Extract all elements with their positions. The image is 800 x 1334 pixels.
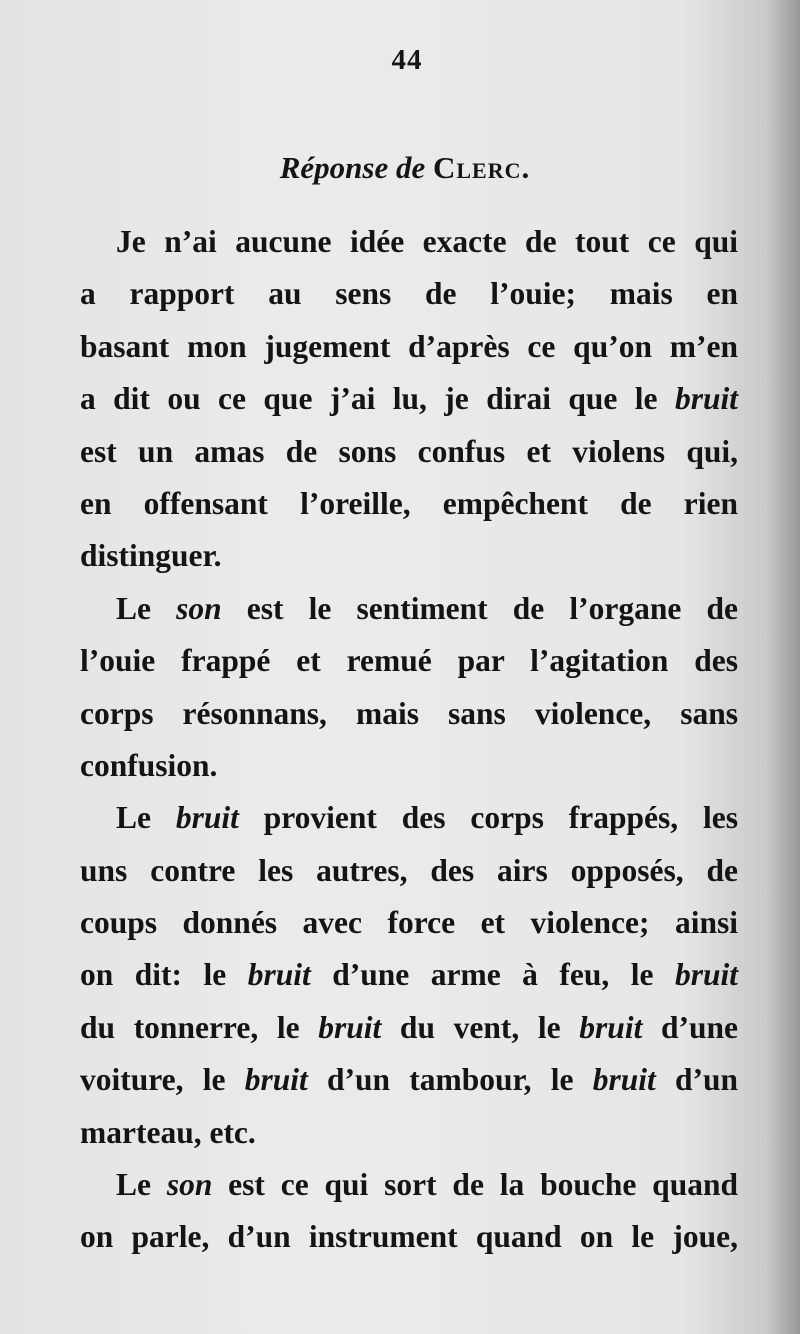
text-run: d’un bbox=[655, 1062, 739, 1098]
text-run: Le bbox=[116, 800, 176, 836]
text-line bbox=[80, 845, 738, 897]
text-line bbox=[80, 1107, 738, 1159]
text-line bbox=[80, 583, 738, 635]
text-run: voiture, le bbox=[80, 1062, 245, 1098]
text-line bbox=[80, 740, 738, 792]
italic-word: bruit bbox=[674, 381, 738, 417]
paragraph bbox=[80, 1159, 738, 1264]
text-run: coups donnés avec force et violence; ainsi bbox=[80, 905, 738, 941]
text-line bbox=[80, 268, 738, 320]
text-run: d’une bbox=[642, 1009, 739, 1045]
text-run: en offensant l’oreille, empêchent de rien bbox=[80, 485, 738, 521]
paragraph bbox=[80, 216, 738, 583]
page-gutter-shadow bbox=[766, 0, 800, 1334]
text-run: est ce qui sort de la bouche quand bbox=[212, 1167, 738, 1203]
text-run: est un amas de sons confus et violens qui, bbox=[80, 433, 738, 469]
body-text bbox=[80, 216, 738, 1264]
text-line bbox=[80, 216, 738, 268]
italic-word: bruit bbox=[175, 800, 239, 836]
text-run: d’un tambour, le bbox=[307, 1062, 593, 1098]
text-run: Le bbox=[116, 1167, 167, 1203]
text-line bbox=[80, 1054, 738, 1106]
text-run: on parle, d’un instrument quand on le joue, bbox=[80, 1219, 738, 1255]
italic-word: bruit bbox=[674, 957, 738, 993]
paragraph bbox=[80, 792, 738, 1159]
text-run: du vent, le bbox=[381, 1009, 580, 1045]
text-run: distinguer. bbox=[80, 538, 222, 574]
page-number: 44 bbox=[391, 44, 423, 76]
text-line bbox=[80, 478, 738, 530]
text-line bbox=[80, 321, 738, 373]
text-line bbox=[80, 897, 738, 949]
text-line bbox=[80, 426, 738, 478]
paragraph bbox=[80, 583, 738, 793]
text-run: l’ouie frappé et remué par l’agitation des bbox=[80, 643, 738, 679]
heading-italic-part: Réponse de bbox=[279, 150, 426, 185]
text-run: marteau, etc. bbox=[80, 1114, 256, 1150]
heading-name: Clerc. bbox=[433, 150, 531, 185]
italic-word: son bbox=[166, 1167, 213, 1203]
text-run: du tonnerre, le bbox=[80, 1009, 319, 1045]
text-line bbox=[80, 1002, 738, 1054]
section-heading bbox=[0, 150, 800, 186]
text-line bbox=[80, 1159, 738, 1211]
text-run: basant mon jugement d’après ce qu’on m’en bbox=[80, 328, 738, 364]
text-run: Je n’ai aucune idée exacte de tout ce qui bbox=[116, 224, 738, 259]
text-run: corps résonnans, mais sans violence, sans bbox=[80, 695, 738, 731]
italic-word: bruit bbox=[579, 1009, 643, 1045]
italic-word: bruit bbox=[244, 1062, 308, 1098]
text-run: on dit: le bbox=[80, 957, 248, 993]
text-line bbox=[80, 1211, 738, 1263]
text-line bbox=[80, 530, 738, 582]
text-line bbox=[80, 373, 738, 425]
italic-word: son bbox=[176, 590, 222, 626]
text-run: est le sentiment de l’organe de bbox=[221, 590, 738, 626]
text-run: a dit ou ce que j’ai lu, je dirai que le bbox=[80, 381, 675, 417]
text-line bbox=[80, 688, 738, 740]
text-run: d’une arme à feu, le bbox=[310, 957, 675, 993]
text-line bbox=[80, 949, 738, 1001]
text-run: a rapport au sens de l’ouie; mais en bbox=[80, 276, 738, 312]
text-run: confusion. bbox=[80, 747, 218, 783]
text-run: uns contre les autres, des airs opposés, de bbox=[80, 852, 738, 888]
text-line bbox=[80, 792, 738, 844]
italic-word: bruit bbox=[318, 1009, 382, 1045]
italic-word: bruit bbox=[592, 1062, 656, 1098]
text-line bbox=[80, 635, 738, 687]
text-run: Le bbox=[116, 590, 177, 626]
italic-word: bruit bbox=[247, 957, 311, 993]
text-run: provient des corps frappés, les bbox=[238, 800, 738, 836]
